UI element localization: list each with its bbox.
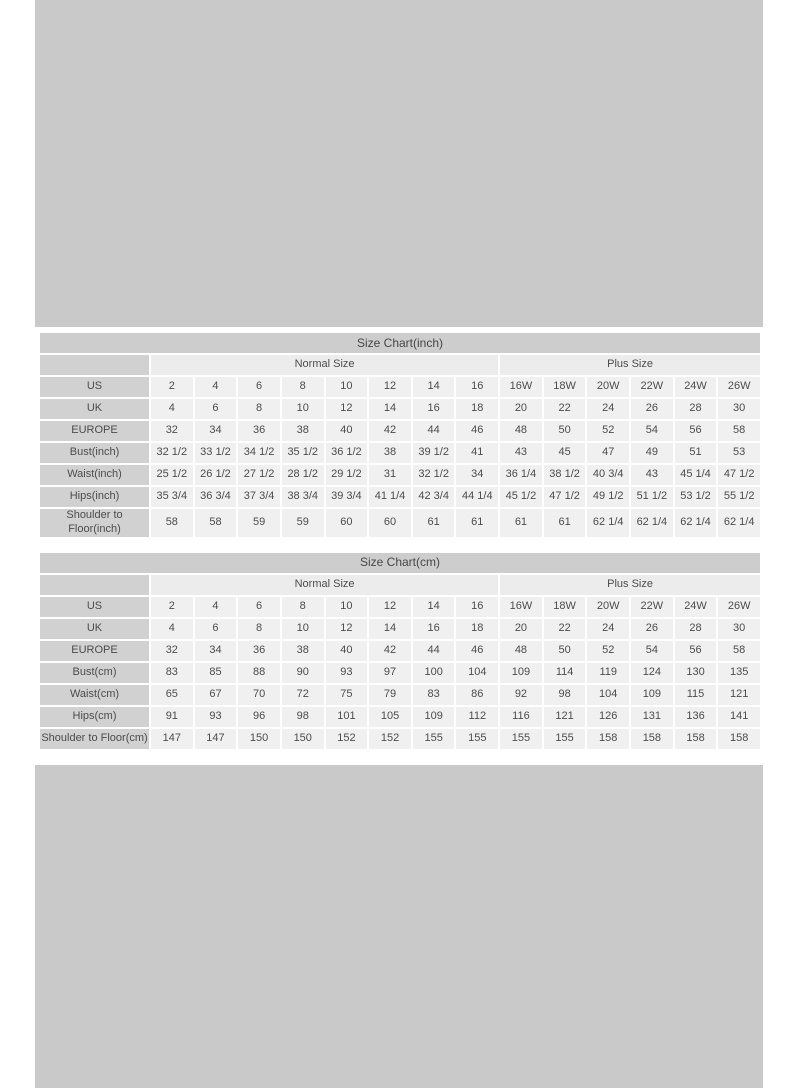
- table-row: [40, 443, 760, 463]
- value-cell: 29 1/2: [326, 465, 368, 485]
- value-cell: 8: [238, 399, 280, 419]
- value-cell: 43: [631, 465, 673, 485]
- row-label: Shoulder to Floor(inch): [40, 509, 149, 537]
- value-cell: 124: [631, 663, 673, 683]
- value-cell: 26 1/2: [195, 465, 237, 485]
- value-cell: 24W: [675, 597, 717, 617]
- value-cell: 93: [326, 663, 368, 683]
- table-row: [40, 619, 760, 639]
- value-cell: 158: [675, 729, 717, 749]
- size-charts: [38, 331, 762, 751]
- row-label: Hips(inch): [40, 487, 149, 507]
- value-cell: 61: [544, 509, 586, 537]
- value-cell: 58: [718, 641, 760, 661]
- value-cell: 61: [500, 509, 542, 537]
- value-cell: 18W: [544, 377, 586, 397]
- value-cell: 12: [369, 377, 411, 397]
- value-cell: 62 1/4: [587, 509, 629, 537]
- row-label: EUROPE: [40, 641, 149, 661]
- value-cell: 88: [238, 663, 280, 683]
- value-cell: 37 3/4: [238, 487, 280, 507]
- value-cell: 28: [675, 399, 717, 419]
- group-header-row: [40, 355, 760, 375]
- value-cell: 8: [238, 619, 280, 639]
- value-cell: 16: [456, 377, 498, 397]
- value-cell: 155: [500, 729, 542, 749]
- value-cell: 41: [456, 443, 498, 463]
- value-cell: 67: [195, 685, 237, 705]
- value-cell: 79: [369, 685, 411, 705]
- value-cell: 46: [456, 641, 498, 661]
- value-cell: 2: [151, 597, 193, 617]
- value-cell: 22W: [631, 597, 673, 617]
- value-cell: 16: [413, 399, 455, 419]
- value-cell: 38 3/4: [282, 487, 324, 507]
- value-cell: 26: [631, 399, 673, 419]
- value-cell: 91: [151, 707, 193, 727]
- value-cell: 51: [675, 443, 717, 463]
- value-cell: 109: [500, 663, 542, 683]
- value-cell: 32: [151, 641, 193, 661]
- value-cell: 50: [544, 421, 586, 441]
- value-cell: 22W: [631, 377, 673, 397]
- group-header-row: [40, 575, 760, 595]
- row-label: Bust(cm): [40, 663, 149, 683]
- table-row: [40, 685, 760, 705]
- value-cell: 59: [282, 509, 324, 537]
- value-cell: 4: [151, 399, 193, 419]
- value-cell: 12: [326, 399, 368, 419]
- value-cell: 98: [282, 707, 324, 727]
- value-cell: 83: [151, 663, 193, 683]
- row-label: EUROPE: [40, 421, 149, 441]
- value-cell: 32: [151, 421, 193, 441]
- value-cell: 98: [544, 685, 586, 705]
- value-cell: 59: [238, 509, 280, 537]
- value-cell: 90: [282, 663, 324, 683]
- value-cell: 115: [675, 685, 717, 705]
- value-cell: 44 1/4: [456, 487, 498, 507]
- value-cell: 16W: [500, 597, 542, 617]
- value-cell: 136: [675, 707, 717, 727]
- value-cell: 38 1/2: [544, 465, 586, 485]
- value-cell: 43: [500, 443, 542, 463]
- value-cell: 97: [369, 663, 411, 683]
- value-cell: 8: [282, 377, 324, 397]
- value-cell: 14: [413, 377, 455, 397]
- size-chart-table: [38, 551, 762, 751]
- value-cell: 45: [544, 443, 586, 463]
- table-row: [40, 707, 760, 727]
- group-header: Plus Size: [500, 575, 760, 595]
- value-cell: 12: [326, 619, 368, 639]
- value-cell: 40: [326, 421, 368, 441]
- value-cell: 18W: [544, 597, 586, 617]
- value-cell: 109: [413, 707, 455, 727]
- table-row: [40, 641, 760, 661]
- value-cell: 32 1/2: [413, 465, 455, 485]
- value-cell: 55 1/2: [718, 487, 760, 507]
- value-cell: 47 1/2: [544, 487, 586, 507]
- value-cell: 14: [413, 597, 455, 617]
- group-header: Plus Size: [500, 355, 760, 375]
- row-label: US: [40, 597, 149, 617]
- value-cell: 22: [544, 619, 586, 639]
- value-cell: 158: [587, 729, 629, 749]
- value-cell: 38: [282, 421, 324, 441]
- row-label: Waist(inch): [40, 465, 149, 485]
- value-cell: 42 3/4: [413, 487, 455, 507]
- value-cell: 18: [456, 619, 498, 639]
- value-cell: 147: [151, 729, 193, 749]
- value-cell: 45 1/2: [500, 487, 542, 507]
- value-cell: 93: [195, 707, 237, 727]
- row-label: Hips(cm): [40, 707, 149, 727]
- value-cell: 112: [456, 707, 498, 727]
- value-cell: 4: [151, 619, 193, 639]
- value-cell: 47 1/2: [718, 465, 760, 485]
- table-title-row: [40, 553, 760, 573]
- value-cell: 50: [544, 641, 586, 661]
- row-label: Waist(cm): [40, 685, 149, 705]
- value-cell: 104: [456, 663, 498, 683]
- value-cell: 70: [238, 685, 280, 705]
- value-cell: 45 1/4: [675, 465, 717, 485]
- value-cell: 62 1/4: [675, 509, 717, 537]
- value-cell: 35 1/2: [282, 443, 324, 463]
- value-cell: 20: [500, 619, 542, 639]
- value-cell: 101: [326, 707, 368, 727]
- value-cell: 27 1/2: [238, 465, 280, 485]
- value-cell: 85: [195, 663, 237, 683]
- value-cell: 39 1/2: [413, 443, 455, 463]
- value-cell: 150: [282, 729, 324, 749]
- value-cell: 30: [718, 619, 760, 639]
- value-cell: 61: [413, 509, 455, 537]
- value-cell: 158: [718, 729, 760, 749]
- value-cell: 100: [413, 663, 455, 683]
- value-cell: 51 1/2: [631, 487, 673, 507]
- value-cell: 40 3/4: [587, 465, 629, 485]
- product-image-placeholder-bottom: [35, 765, 763, 1088]
- value-cell: 105: [369, 707, 411, 727]
- value-cell: 58: [151, 509, 193, 537]
- table-row: [40, 399, 760, 419]
- value-cell: 16: [456, 597, 498, 617]
- size-chart-table: [38, 331, 762, 539]
- value-cell: 60: [369, 509, 411, 537]
- value-cell: 152: [369, 729, 411, 749]
- value-cell: 60: [326, 509, 368, 537]
- value-cell: 155: [413, 729, 455, 749]
- row-label: US: [40, 377, 149, 397]
- value-cell: 152: [326, 729, 368, 749]
- value-cell: 24: [587, 399, 629, 419]
- value-cell: 10: [282, 399, 324, 419]
- row-label: Shoulder to Floor(cm): [40, 729, 149, 749]
- value-cell: 58: [195, 509, 237, 537]
- value-cell: 114: [544, 663, 586, 683]
- value-cell: 18: [456, 399, 498, 419]
- value-cell: 150: [238, 729, 280, 749]
- value-cell: 62 1/4: [718, 509, 760, 537]
- table-row: [40, 597, 760, 617]
- value-cell: 40: [326, 641, 368, 661]
- value-cell: 92: [500, 685, 542, 705]
- value-cell: 121: [544, 707, 586, 727]
- value-cell: 109: [631, 685, 673, 705]
- value-cell: 36: [238, 421, 280, 441]
- value-cell: 16W: [500, 377, 542, 397]
- value-cell: 54: [631, 421, 673, 441]
- value-cell: 8: [282, 597, 324, 617]
- value-cell: 38: [369, 443, 411, 463]
- value-cell: 20W: [587, 597, 629, 617]
- value-cell: 41 1/4: [369, 487, 411, 507]
- value-cell: 52: [587, 421, 629, 441]
- value-cell: 10: [326, 597, 368, 617]
- value-cell: 58: [718, 421, 760, 441]
- row-label: Bust(inch): [40, 443, 149, 463]
- value-cell: 6: [195, 399, 237, 419]
- value-cell: 104: [587, 685, 629, 705]
- value-cell: 32 1/2: [151, 443, 193, 463]
- value-cell: 22: [544, 399, 586, 419]
- value-cell: 20: [500, 399, 542, 419]
- value-cell: 16: [413, 619, 455, 639]
- table-row: [40, 377, 760, 397]
- group-header: Normal Size: [151, 355, 498, 375]
- value-cell: 6: [195, 619, 237, 639]
- value-cell: 30: [718, 399, 760, 419]
- table-row: [40, 729, 760, 749]
- row-label: UK: [40, 399, 149, 419]
- value-cell: 4: [195, 597, 237, 617]
- value-cell: 147: [195, 729, 237, 749]
- value-cell: 47: [587, 443, 629, 463]
- value-cell: 155: [544, 729, 586, 749]
- value-cell: 20W: [587, 377, 629, 397]
- value-cell: 10: [282, 619, 324, 639]
- value-cell: 14: [369, 399, 411, 419]
- group-header: Normal Size: [151, 575, 498, 595]
- value-cell: 135: [718, 663, 760, 683]
- value-cell: 35 3/4: [151, 487, 193, 507]
- table-row: [40, 421, 760, 441]
- value-cell: 42: [369, 641, 411, 661]
- value-cell: 34: [456, 465, 498, 485]
- value-cell: 26W: [718, 377, 760, 397]
- value-cell: 28: [675, 619, 717, 639]
- value-cell: 36 3/4: [195, 487, 237, 507]
- value-cell: 25 1/2: [151, 465, 193, 485]
- corner-cell: [40, 355, 149, 375]
- value-cell: 62 1/4: [631, 509, 673, 537]
- value-cell: 56: [675, 641, 717, 661]
- value-cell: 49 1/2: [587, 487, 629, 507]
- value-cell: 86: [456, 685, 498, 705]
- value-cell: 119: [587, 663, 629, 683]
- value-cell: 38: [282, 641, 324, 661]
- value-cell: 31: [369, 465, 411, 485]
- value-cell: 28 1/2: [282, 465, 324, 485]
- table-row: [40, 487, 760, 507]
- value-cell: 2: [151, 377, 193, 397]
- table-title-row: [40, 333, 760, 353]
- value-cell: 83: [413, 685, 455, 705]
- value-cell: 155: [456, 729, 498, 749]
- row-label: UK: [40, 619, 149, 639]
- value-cell: 72: [282, 685, 324, 705]
- value-cell: 34 1/2: [238, 443, 280, 463]
- value-cell: 65: [151, 685, 193, 705]
- value-cell: 53 1/2: [675, 487, 717, 507]
- value-cell: 39 3/4: [326, 487, 368, 507]
- value-cell: 34: [195, 421, 237, 441]
- value-cell: 34: [195, 641, 237, 661]
- value-cell: 26W: [718, 597, 760, 617]
- value-cell: 36: [238, 641, 280, 661]
- value-cell: 52: [587, 641, 629, 661]
- value-cell: 14: [369, 619, 411, 639]
- value-cell: 4: [195, 377, 237, 397]
- value-cell: 44: [413, 641, 455, 661]
- value-cell: 75: [326, 685, 368, 705]
- value-cell: 24: [587, 619, 629, 639]
- table-row: [40, 465, 760, 485]
- value-cell: 36 1/2: [326, 443, 368, 463]
- table-row: [40, 663, 760, 683]
- value-cell: 56: [675, 421, 717, 441]
- value-cell: 141: [718, 707, 760, 727]
- value-cell: 6: [238, 377, 280, 397]
- value-cell: 158: [631, 729, 673, 749]
- value-cell: 42: [369, 421, 411, 441]
- value-cell: 10: [326, 377, 368, 397]
- value-cell: 116: [500, 707, 542, 727]
- value-cell: 48: [500, 421, 542, 441]
- value-cell: 24W: [675, 377, 717, 397]
- value-cell: 26: [631, 619, 673, 639]
- table-row: [40, 509, 760, 537]
- value-cell: 61: [456, 509, 498, 537]
- value-cell: 44: [413, 421, 455, 441]
- product-image-placeholder-top: [35, 0, 763, 327]
- value-cell: 131: [631, 707, 673, 727]
- value-cell: 49: [631, 443, 673, 463]
- value-cell: 46: [456, 421, 498, 441]
- table-title: Size Chart(inch): [40, 333, 760, 353]
- value-cell: 130: [675, 663, 717, 683]
- value-cell: 121: [718, 685, 760, 705]
- corner-cell: [40, 575, 149, 595]
- value-cell: 53: [718, 443, 760, 463]
- value-cell: 12: [369, 597, 411, 617]
- value-cell: 36 1/4: [500, 465, 542, 485]
- value-cell: 96: [238, 707, 280, 727]
- value-cell: 126: [587, 707, 629, 727]
- value-cell: 54: [631, 641, 673, 661]
- value-cell: 33 1/2: [195, 443, 237, 463]
- value-cell: 48: [500, 641, 542, 661]
- table-title: Size Chart(cm): [40, 553, 760, 573]
- value-cell: 6: [238, 597, 280, 617]
